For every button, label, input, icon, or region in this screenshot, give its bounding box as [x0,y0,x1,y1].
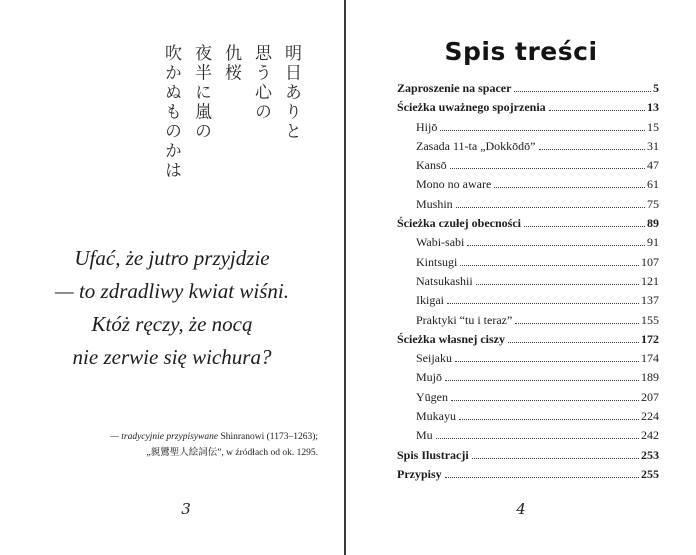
toc-entry-page-number: 224 [641,409,659,424]
japanese-poem-vertical [156,44,306,190]
toc-entry[interactable] [397,253,659,272]
toc-entry[interactable] [397,156,659,175]
toc-entry[interactable] [397,233,659,252]
toc-dotted-leader [549,110,645,111]
toc-entry[interactable] [397,272,659,291]
right-page-number: 4 [516,500,526,518]
toc-title: Spis treści [444,37,598,66]
japanese-poem-column: 思う心の [251,44,271,122]
toc-entry-page-number: 89 [647,216,659,231]
toc-entry[interactable] [397,79,659,98]
toc-entry-label: Mono no aware [416,177,492,192]
attribution-line [110,430,318,446]
toc-entry[interactable] [397,330,659,349]
japanese-poem-column: 明日ありと [281,44,301,142]
toc-dotted-leader [459,419,639,420]
toc-entry-page-number: 137 [641,293,659,308]
toc-entry[interactable] [397,446,659,465]
japanese-poem-column: 夜半に嵐の [191,44,211,142]
toc-entry[interactable] [397,311,659,330]
toc-dotted-leader [450,168,645,169]
attribution-regular-part: Shinranowi (1173–1263); [218,432,318,442]
right-page [346,0,696,555]
toc-entry-label: Ścieżka uważnego spojrzenia [397,100,546,115]
toc-entry[interactable] [397,426,659,445]
toc-entry[interactable] [397,465,659,484]
toc-entry-page-number: 107 [641,254,659,269]
toc-entry-label: Przypisy [397,466,442,481]
toc-entry-label: Hijō [416,119,438,134]
polish-poem-translation [0,242,344,374]
toc-entry[interactable] [397,291,659,310]
toc-entry-label: Seijaku [416,351,452,366]
toc-entry-page-number: 61 [647,177,659,192]
toc-entry-page-number: 31 [647,138,659,153]
toc-entry-page-number: 91 [647,235,659,250]
toc-dotted-leader [467,245,645,246]
attribution-line: „親鸞聖人絵詞伝”, w źródłach od ok. 1295. [146,447,318,458]
polish-poem-line: Ufać, że jutro przyjdzie [74,246,270,270]
toc-dotted-leader [460,265,639,266]
toc-dotted-leader [515,323,639,324]
toc-entry-page-number: 155 [641,312,659,327]
toc-dotted-leader [447,303,639,304]
toc-dotted-leader [445,477,639,478]
toc-dotted-leader [451,400,639,401]
toc-entry-page-number: 253 [641,447,659,462]
toc-entry[interactable] [397,195,659,214]
toc-entry[interactable] [397,407,659,426]
toc-entry-label: Yūgen [416,389,448,404]
japanese-poem-column: 仇桜 [221,44,241,83]
left-page-number: 3 [181,500,191,518]
toc-entry-label: Mujō [416,370,443,385]
toc-entry-label: Mu [416,428,433,443]
japanese-poem-column: 吹かぬものかは [161,44,181,181]
toc-entry[interactable] [397,175,659,194]
toc-entry-page-number: 75 [647,196,659,211]
toc-entry[interactable] [397,98,659,117]
toc-entry-page-number: 13 [647,100,659,115]
toc-dotted-leader [455,361,639,362]
toc-entry-page-number: 121 [641,273,659,288]
toc-entry[interactable] [397,349,659,368]
toc-dotted-leader [440,130,645,131]
toc-entry-label: Zaproszenie na spacer [397,81,512,95]
toc-entry-page-number: 242 [641,428,659,443]
toc-entry-page-number: 255 [641,466,659,481]
toc-entry-label: Praktyki “tu i teraz” [416,312,513,327]
toc-entry[interactable] [397,118,659,137]
toc-dotted-leader [514,91,651,92]
toc-entry-page-number: 47 [647,158,659,173]
attribution-italic-part: — tradycyjnie przypisywane [110,432,219,442]
toc-dotted-leader [456,207,645,208]
toc-entry-label: Ikigai [416,293,444,308]
toc-dotted-leader [436,438,639,439]
toc-entry-label: Mukayu [416,409,456,424]
toc-entry-label: Wabi-sabi [416,235,465,250]
toc-list [397,79,659,484]
toc-entry[interactable] [397,137,659,156]
toc-dotted-leader [539,149,645,150]
toc-entry-label: Ścieżka własnej ciszy [397,331,505,346]
toc-entry-label: Ścieżka czułej obecności [397,216,521,231]
toc-dotted-leader [472,458,639,459]
toc-entry-page-number: 172 [641,331,659,346]
toc-entry-label: Mushin [416,196,453,211]
toc-dotted-leader [524,226,645,227]
toc-entry-label: Spis Ilustracji [397,447,469,462]
toc-entry-page-number: 189 [641,370,659,385]
polish-poem-line: — to zdradliwy kwiat wiśni. [55,279,289,303]
toc-entry[interactable] [397,214,659,233]
toc-dotted-leader [476,284,639,285]
toc-entry-page-number: 207 [641,389,659,404]
polish-poem-line: Któż ręczy, że nocą [91,312,253,336]
toc-entry[interactable] [397,368,659,387]
poem-attribution [110,430,318,461]
toc-dotted-leader [445,380,639,381]
left-page [0,0,344,555]
toc-entry-label: Kansō [416,158,447,173]
toc-entry-label: Kintsugi [416,254,458,269]
toc-entry-page-number: 15 [647,119,659,134]
toc-entry-page-number: 5 [653,81,659,95]
toc-entry[interactable] [397,388,659,407]
toc-entry-page-number: 174 [641,351,659,366]
toc-entry-label: Zasada 11-ta „Dokkōdō” [416,138,536,153]
toc-entry-label: Natsukashii [416,273,473,288]
toc-dotted-leader [494,187,645,188]
toc-dotted-leader [508,342,639,343]
polish-poem-line: nie zerwie się wichura? [72,345,272,369]
